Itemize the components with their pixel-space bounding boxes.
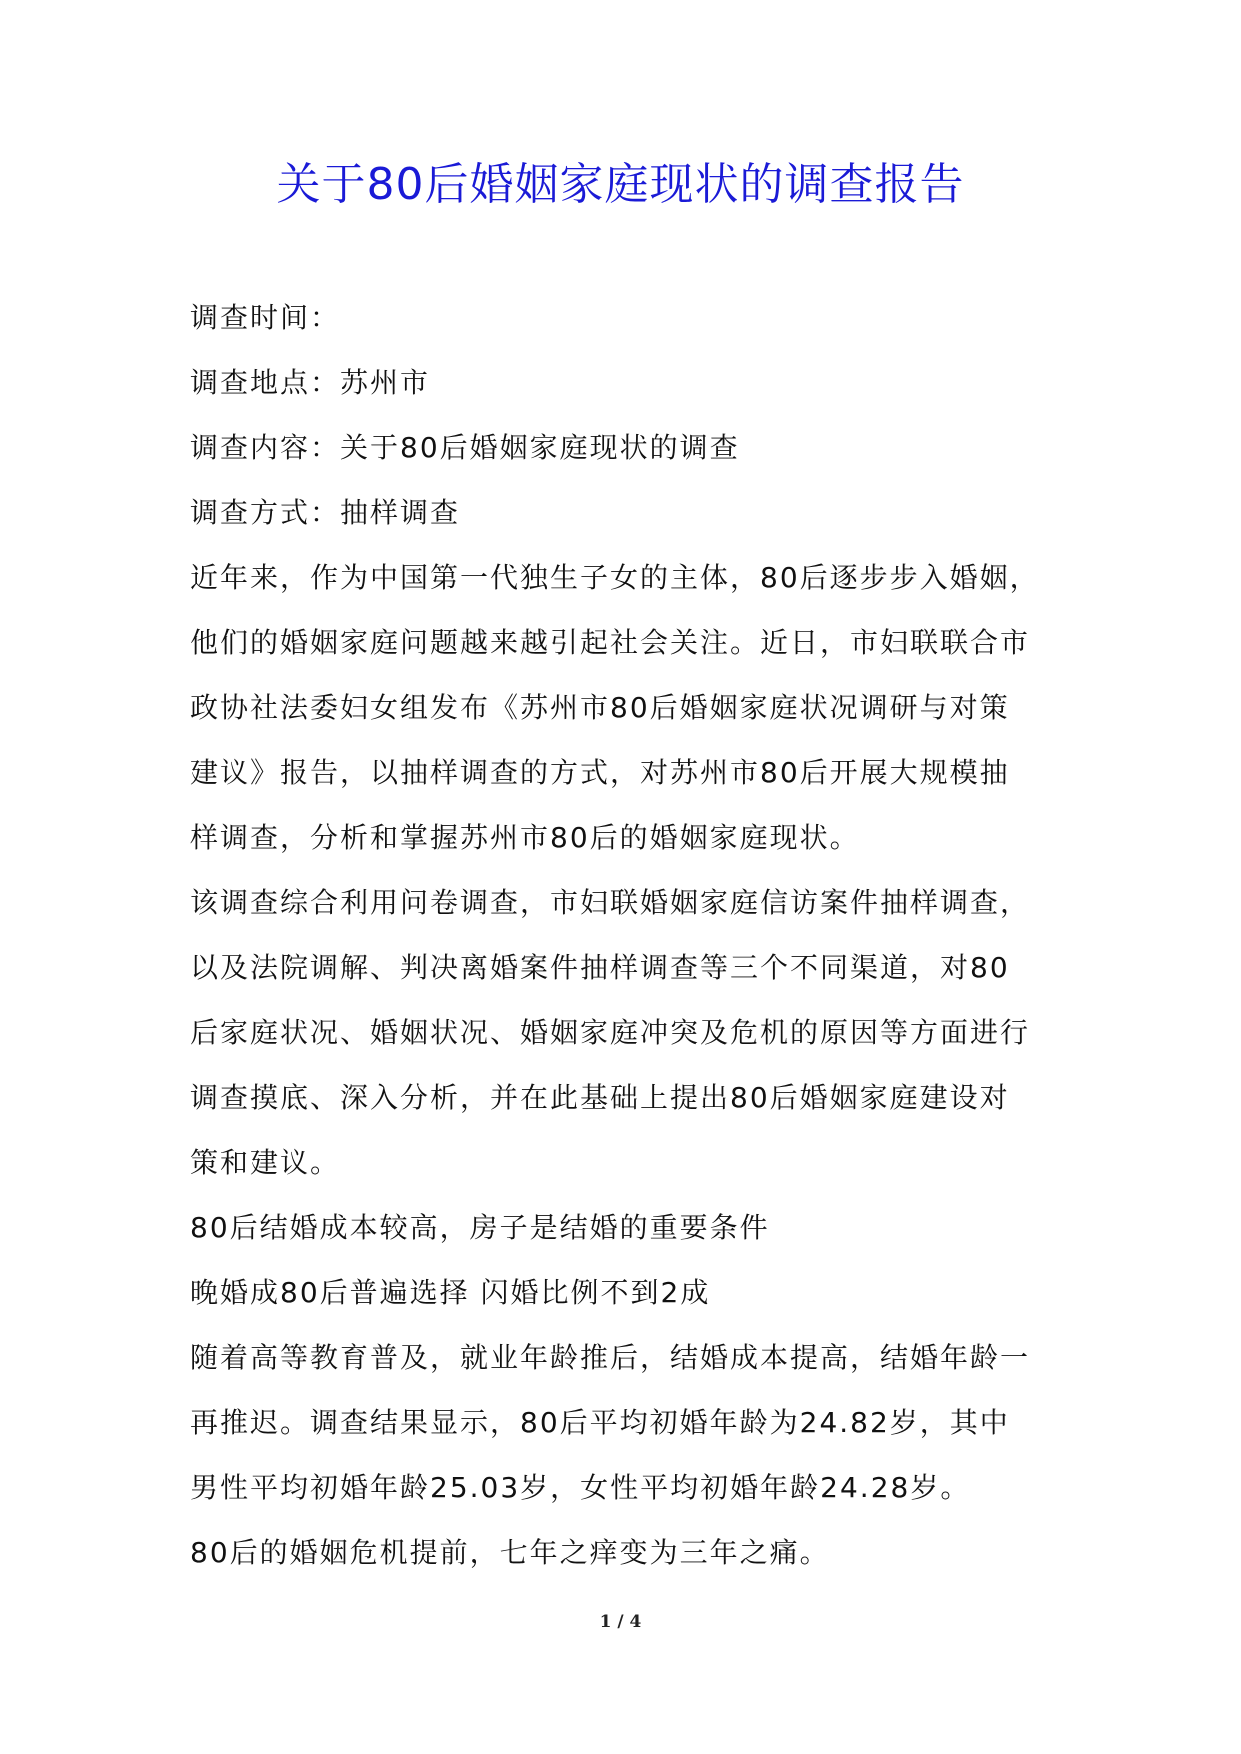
text-line: 该调查综合利用问卷调查，市妇联婚姻家庭信访案件抽样调查， <box>190 886 1031 919</box>
text-line: 调查摸底、深入分析，并在此基础上提出80后婚姻家庭建设对 <box>190 1081 1010 1114</box>
text-line: 以及法院调解、判决离婚案件抽样调查等三个不同渠道，对80 <box>190 951 1010 984</box>
text-line: 调查方式：抽样调查 <box>190 496 461 529</box>
text-line: 调查内容：关于80后婚姻家庭现状的调查 <box>190 431 740 464</box>
text-line: 调查时间： <box>190 301 341 334</box>
text-line: 调查地点：苏州市 <box>190 366 431 399</box>
text-line: 80后结婚成本较高，房子是结婚的重要条件 <box>190 1211 770 1244</box>
document-title: 关于80后婚姻家庭现状的调查报告 <box>276 159 965 210</box>
text-line: 80后的婚姻危机提前，七年之痒变为三年之痛。 <box>190 1536 830 1569</box>
text-line: 后家庭状况、婚姻状况、婚姻家庭冲突及危机的原因等方面进行 <box>190 1016 1031 1049</box>
page-number: 1 / 4 <box>599 1612 642 1632</box>
text-line: 建议》报告，以抽样调查的方式，对苏州市80后开展大规模抽 <box>190 756 1010 789</box>
text-line: 男性平均初婚年龄25.03岁，女性平均初婚年龄24.28岁。 <box>190 1471 971 1504</box>
text-line: 晚婚成80后普遍选择 闪婚比例不到2成 <box>190 1276 711 1309</box>
text-line: 策和建议。 <box>190 1146 341 1179</box>
text-line: 随着高等教育普及，就业年龄推后，结婚成本提高，结婚年龄一 <box>190 1341 1031 1374</box>
text-line: 他们的婚姻家庭问题越来越引起社会关注。近日，市妇联联合市 <box>190 626 1031 659</box>
document-body <box>190 285 1070 1585</box>
text-line: 政协社法委妇女组发布《苏州市80后婚姻家庭状况调研与对策 <box>190 691 1010 724</box>
text-line: 样调查，分析和掌握苏州市80后的婚姻家庭现状。 <box>190 821 860 854</box>
text-line: 再推迟。调查结果显示，80后平均初婚年龄为24.82岁，其中 <box>190 1406 1010 1439</box>
text-line: 近年来，作为中国第一代独生子女的主体，80后逐步步入婚姻， <box>190 561 1040 594</box>
